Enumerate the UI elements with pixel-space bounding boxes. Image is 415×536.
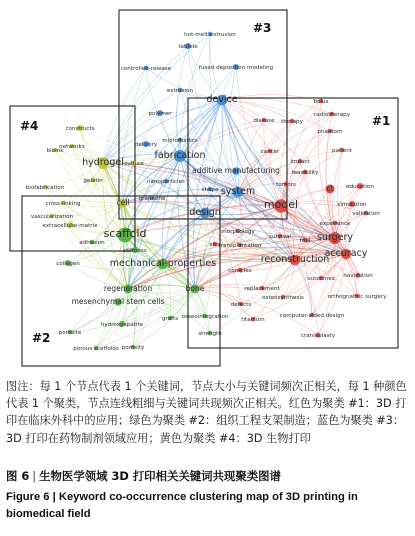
keyword-label: microfluidics xyxy=(162,138,198,144)
cluster-tag: #3 xyxy=(253,21,272,35)
keyword-label: bone xyxy=(185,284,205,293)
keyword-label: accuracy xyxy=(324,248,368,259)
keyword-label: survival xyxy=(269,234,291,240)
keyword-label: education xyxy=(346,184,374,190)
caption-chinese xyxy=(6,468,409,484)
keyword-label: delivery xyxy=(134,142,158,148)
keyword-label: stiffness xyxy=(123,248,147,254)
keyword-label: replacement xyxy=(244,286,280,292)
keyword-label: experience xyxy=(319,221,351,227)
cluster-tag: #1 xyxy=(372,114,391,128)
keyword-label: extrusion xyxy=(166,88,194,94)
keyword-label: collagen xyxy=(56,261,80,267)
keyword-label: graphene xyxy=(138,196,166,202)
keyword-label: biofabrication xyxy=(25,185,65,191)
cluster-tag: #4 xyxy=(20,119,39,133)
keyword-label: tablets xyxy=(178,44,198,50)
cluster-tag: #2 xyxy=(32,331,51,345)
keyword-label: defects xyxy=(230,302,252,308)
keyword-label: bioink xyxy=(46,148,64,154)
keyword-label: patient xyxy=(332,148,352,154)
keyword-label: computer-aided design xyxy=(279,313,345,319)
keyword-label: porosite xyxy=(58,330,82,336)
keyword-label: therapy xyxy=(281,119,303,125)
keyword-label: feasibility xyxy=(291,170,319,176)
keyword-label: device xyxy=(206,94,238,105)
co-occurrence-link xyxy=(346,186,360,254)
figure-note: 图注：每 1 个节点代表 1 个关键词，节点大小与关键词频次正相关，每 1 种颜色代表 1 个聚类，节点连线粗细与关键词共现频次正相关。红色为聚类 #1：3D 打印在临床外科中的应用；绿色为聚类 #2：组织工程支架制造；蓝色为聚类 #3：3D 打印在药物制剂领域应用；黄色为聚类 #4：3D 生物打印 xyxy=(6,380,407,445)
keyword-label: trial xyxy=(299,238,311,244)
keyword-label: outcomes xyxy=(307,276,335,282)
keyword-label: controlled-release xyxy=(120,66,172,72)
keyword-label: regeneration xyxy=(103,284,153,293)
keyword-label: cross-linking xyxy=(45,201,81,207)
keyword-label: mechanical-properties xyxy=(109,258,217,269)
keyword-label: fabrication xyxy=(154,150,206,161)
keyword-label: cancer xyxy=(260,149,280,155)
keyword-label: design xyxy=(189,207,221,218)
keyword-label: grafts xyxy=(161,316,179,322)
keyword-label: gelatin xyxy=(83,178,103,184)
keyword-label: mesenchymal stem cells xyxy=(71,297,165,306)
keyword-label: cranioplasty xyxy=(300,333,336,339)
keyword-label: extracellular-matrix xyxy=(42,223,98,229)
keyword-label: porosity xyxy=(121,345,145,351)
keyword-label: transplantation xyxy=(218,243,262,249)
keyword-label: hydrogel xyxy=(82,157,124,168)
keyword-label: phantom xyxy=(317,129,343,135)
keyword-label: disease xyxy=(253,118,275,124)
keyword-label: surgery xyxy=(316,232,354,243)
keyword-label: tumors xyxy=(276,182,296,188)
caption-english: Figure 6 | Keyword co-occurrence clustering map of 3D printing in biomedical field xyxy=(6,491,358,520)
keyword-label: shape xyxy=(201,187,219,193)
keyword-label: titanium xyxy=(241,317,265,323)
caption-cn-label: 图 6 xyxy=(6,469,30,483)
keyword-label: porous scaffolds xyxy=(73,346,119,352)
co-occurrence-link xyxy=(188,46,222,100)
keyword-label: navigation xyxy=(343,273,373,279)
keyword-label: radiotherapy xyxy=(313,112,351,118)
co-occurrence-link xyxy=(281,131,330,206)
keyword-label: cell xyxy=(116,198,130,207)
keyword-label: fused deposition modeling xyxy=(198,65,274,71)
keyword-label: polymer xyxy=(148,111,172,117)
keyword-label: osseointegration xyxy=(181,314,229,320)
keyword-label: complex xyxy=(228,268,252,274)
keyword-label: size xyxy=(209,242,221,248)
keyword-label: adhesion xyxy=(79,240,105,246)
keyword-label: vascularization xyxy=(30,214,74,220)
keyword-label: constructs xyxy=(65,126,95,132)
keyword-label: hot-melt extrusion xyxy=(184,32,236,38)
keyword-labels xyxy=(26,32,387,352)
keyword-label: scaffold xyxy=(103,227,147,240)
keyword-label: networks xyxy=(59,144,85,150)
keyword-label: culture xyxy=(124,161,144,167)
keyword-label: ct xyxy=(326,184,334,193)
keyword-label: simulation xyxy=(337,202,367,208)
keyword-label: impact xyxy=(290,159,310,165)
keyword-label: hydroxyapatite xyxy=(100,322,144,328)
keyword-label: system xyxy=(220,186,256,197)
keyword-label: additive manufacturing xyxy=(192,166,280,175)
co-occurrence-link xyxy=(283,260,295,297)
caption-cn-text: 生物医学领域 3D 打印相关关键词共现聚类图谱 xyxy=(39,469,281,483)
caption-cn-separator: | xyxy=(32,469,37,483)
keyword-label: strength xyxy=(198,331,222,337)
keyword-label: nanoparticles xyxy=(147,179,185,185)
keyword-label: bolus xyxy=(313,99,329,105)
keyword-label: morphology xyxy=(221,229,255,235)
keyword-label: orthognathic surgery xyxy=(327,294,387,300)
keyword-label: validation xyxy=(352,211,380,217)
keyword-label: model xyxy=(263,198,299,211)
keyword-label: osteosynthesis xyxy=(262,295,304,301)
keyword-label: reconstruction xyxy=(260,254,330,265)
